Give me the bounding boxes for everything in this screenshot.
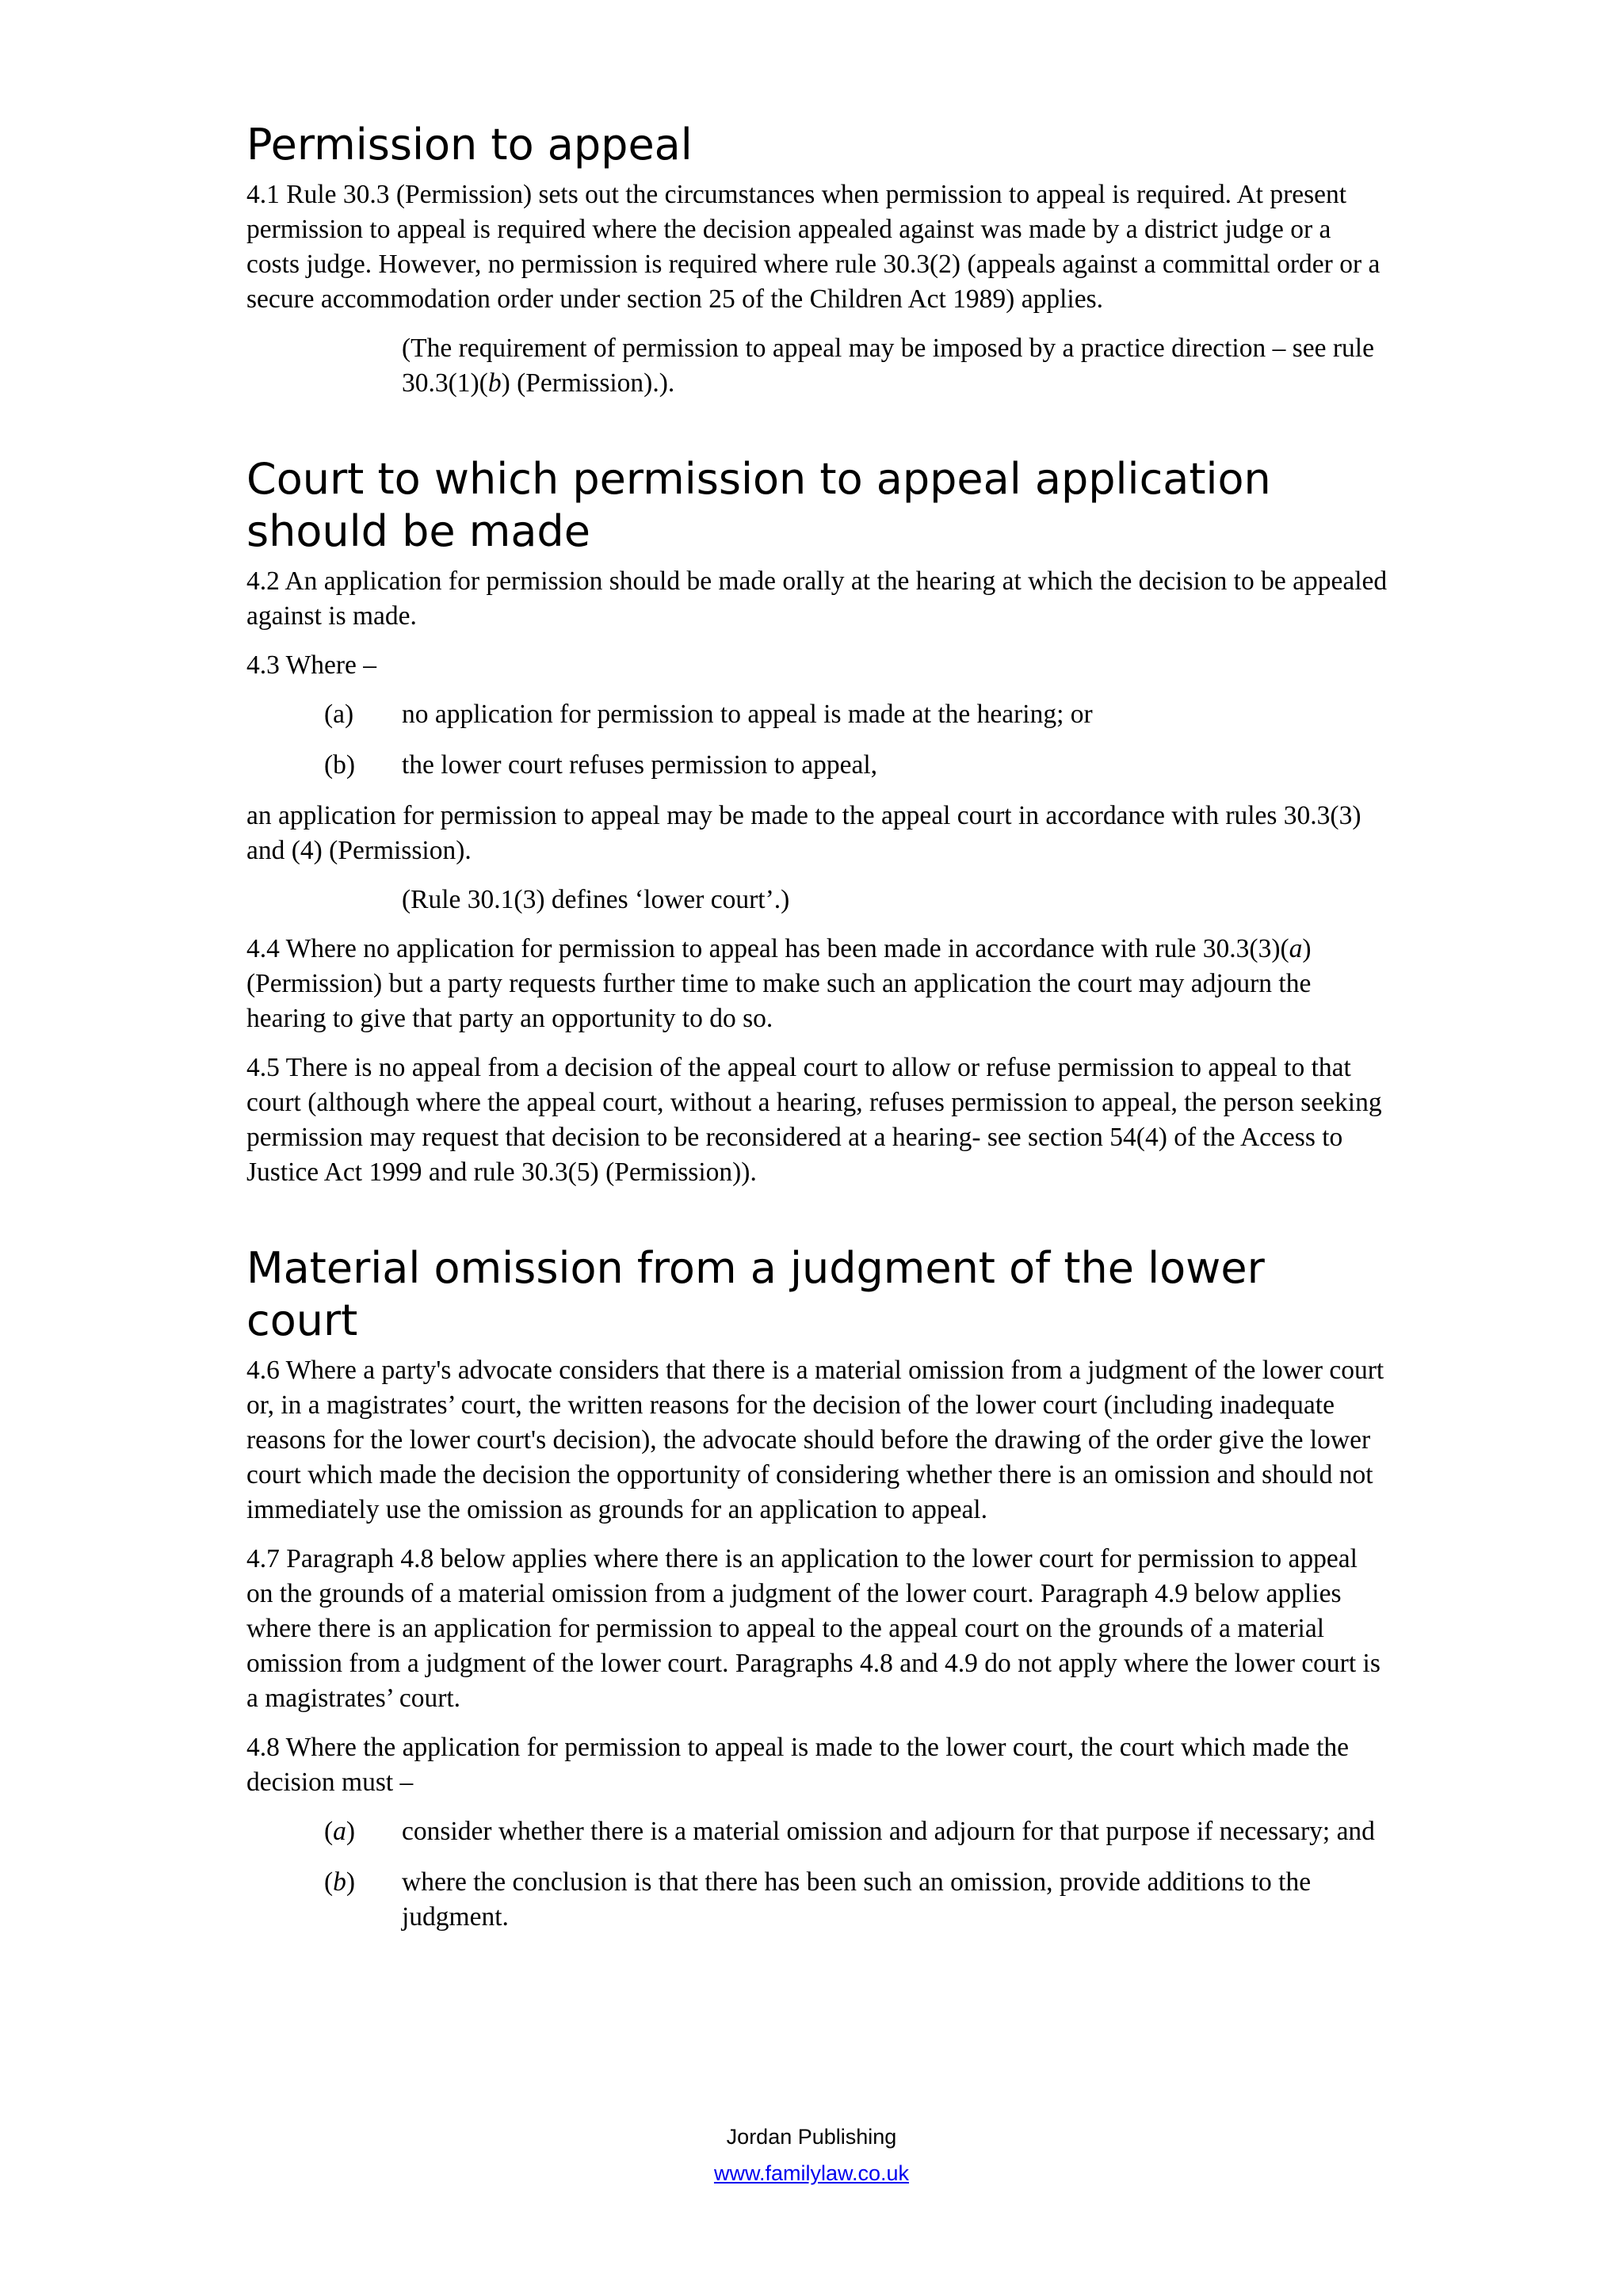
- heading-court-permission-application: Court to which permission to appeal application should be made: [246, 454, 1271, 556]
- paragraph-4-2: 4.2 An application for permission should be made orally at the hearing at which the decision to be appealed against is made.: [246, 566, 1388, 631]
- paragraph-4-6: 4.6 Where a party's advocate considers that there is a material omission from a judgment of the lower court or, in a magistrates’ court, the written reasons for the decision of the lower court (including inadequate reasons for the lower court's decision), the advocate should before the drawing of the order give the lower court which made the decision the opportunity of considering whether there is an omission and should not immediately use the omission as grounds for an application to appeal.: [246, 1356, 1384, 1524]
- paragraph-4-1: 4.1 Rule 30.3 (Permission) sets out the circumstances when permission to appeal is required. At present permission to appeal is required where the decision appealed against was made by a district judge or a costs judge. However, no permission is required where rule 30.3(2) (appeals against a committal order or a secure accommodation order under section 25 of the Children Act 1989) applies.: [246, 180, 1381, 314]
- note-italic: b: [487, 368, 502, 398]
- paragraph-4-5: 4.5 There is no appeal from a decision of the appeal court to allow or refuse permission to appeal to that court (although where the appeal court, without a hearing, refuses permission to appeal, the person seeking permission may request that decision to be reconsidered at a hearing- see section 54(4) of the Access to Justice Act 1999 and rule 30.3(5) (Permission)).: [246, 1053, 1382, 1187]
- p4-4-text-start: 4.4 Where no application for permission to appeal has been made in accordance with rule 30.3(3)(: [246, 934, 1289, 963]
- list-text: where the conclusion is that there has been such an omission, provide additions to the judgment.: [402, 1867, 1312, 1932]
- document-body: [246, 119, 1388, 1951]
- list-text: consider whether there is a material omission and adjourn for that purpose if necessary; and: [402, 1817, 1375, 1846]
- paragraph-4-3-continuation: an application for permission to appeal may be made to the appeal court in accordance with rules 30.3(3) and (4) (Permission).: [246, 801, 1361, 865]
- list-label: (b): [324, 1867, 356, 1897]
- list-item-b: [246, 1865, 1388, 1935]
- list-label: (a): [324, 700, 354, 729]
- paragraph-4-8: 4.8 Where the application for permission to appeal is made to the lower court, the court which made the decision must –: [246, 1733, 1350, 1797]
- list-item-a: [246, 1814, 1388, 1849]
- paragraph-4-7: 4.7 Paragraph 4.8 below applies where there is an application to the lower court for permission to appeal on the grounds of a material omission from a judgment of the lower court. Paragraph 4.9 below applies where there is an application for permission to appeal to the appeal court on the grounds of a material omission from a judgment of the lower court. Paragraphs 4.8 and 4.9 do not apply where the lower court is a magistrates’ court.: [246, 1544, 1381, 1713]
- page-footer: [0, 2122, 1623, 2187]
- list-item-a: [246, 697, 1388, 732]
- heading-permission-to-appeal: Permission to appeal: [246, 120, 693, 170]
- heading-material-omission: Material omission from a judgment of the lower court: [246, 1243, 1265, 1345]
- paragraph-4-3: 4.3 Where –: [246, 650, 377, 680]
- note-text-start: (The requirement of permission to appeal may be imposed by a practice direction – see rule 30.3(1)(: [402, 334, 1374, 398]
- p4-4-text-end: ) (Permission) but a party requests further time to make such an application the court may adjourn the hearing to give that party an opportunity to do so.: [246, 934, 1312, 1033]
- footer-publisher: Jordan Publishing: [726, 2125, 897, 2149]
- list-text: no application for permission to appeal is made at the hearing; or: [402, 700, 1093, 729]
- list-text: the lower court refuses permission to appeal,: [402, 750, 878, 780]
- p4-4-italic: a: [1289, 934, 1303, 963]
- list-label: (b): [324, 750, 356, 780]
- list-item-b: [246, 748, 1388, 783]
- list-label: (a): [324, 1817, 356, 1846]
- note-lower-court: (Rule 30.1(3) defines ‘lower court’.): [402, 885, 790, 914]
- note-practice-direction: [402, 331, 1388, 401]
- footer-website-link[interactable]: www.familylaw.co.uk: [713, 2161, 910, 2185]
- paragraph-4-4: [246, 932, 1388, 1036]
- note-text-end: ) (Permission).).: [501, 368, 675, 398]
